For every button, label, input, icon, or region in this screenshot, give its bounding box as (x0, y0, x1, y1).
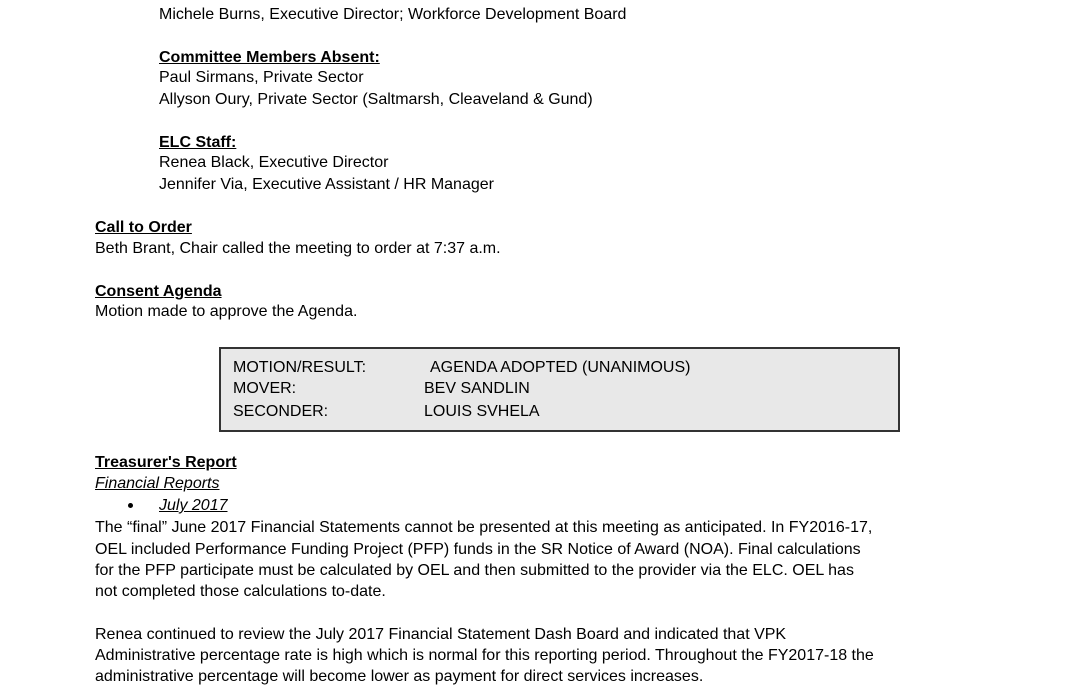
motion-box (219, 347, 900, 432)
paragraph-line: Renea continued to review the July 2017 Financial Statement Dash Board and indicated that VPK (95, 626, 787, 643)
treasurer-heading: Treasurer's Report (95, 454, 237, 471)
motion-result-value: AGENDA ADOPTED (UNANIMOUS) (430, 359, 691, 376)
consent-agenda-heading: Consent Agenda (95, 283, 222, 300)
mover-label: MOVER: (233, 380, 297, 397)
paragraph-line: The “final” June 2017 Financial Statements cannot be presented at this meeting as anticipated. In FY2016-17, (95, 519, 873, 536)
absent-member: Allyson Oury, Private Sector (Saltmarsh, Cleaveland & Gund) (159, 91, 593, 108)
paragraph-line: Administrative percentage rate is high which is normal for this reporting period. Throughout the FY2017-18 the (95, 647, 874, 664)
motion-result-label: MOTION/RESULT: (233, 359, 367, 376)
seconder-value: LOUIS SVHELA (424, 403, 540, 420)
bullet-icon (128, 503, 133, 508)
staff-heading: ELC Staff: (159, 134, 237, 151)
absent-heading: Committee Members Absent: (159, 49, 380, 66)
staff-member: Renea Black, Executive Director (159, 154, 389, 171)
financial-reports-subheading: Financial Reports (95, 475, 220, 492)
mover-value: BEV SANDLIN (424, 380, 530, 397)
bullet-item: July 2017 (159, 497, 228, 514)
call-to-order-text: Beth Brant, Chair called the meeting to order at 7:37 a.m. (95, 240, 501, 257)
staff-member: Jennifer Via, Executive Assistant / HR Manager (159, 176, 494, 193)
paragraph-line: administrative percentage will become lower as payment for direct services increases. (95, 668, 704, 685)
consent-agenda-text: Motion made to approve the Agenda. (95, 303, 358, 320)
paragraph-line: not completed those calculations to-date. (95, 583, 386, 600)
call-to-order-heading: Call to Order (95, 219, 192, 236)
paragraph-line: OEL included Performance Funding Project (PFP) funds in the SR Notice of Award (NOA). Final calculations (95, 541, 861, 558)
paragraph-line: for the PFP participate must be calculated by OEL and then submitted to the provider via the ELC. OEL has (95, 562, 854, 579)
attendee-line: Michele Burns, Executive Director; Workforce Development Board (159, 6, 627, 23)
absent-member: Paul Sirmans, Private Sector (159, 69, 364, 86)
seconder-label: SECONDER: (233, 403, 329, 420)
